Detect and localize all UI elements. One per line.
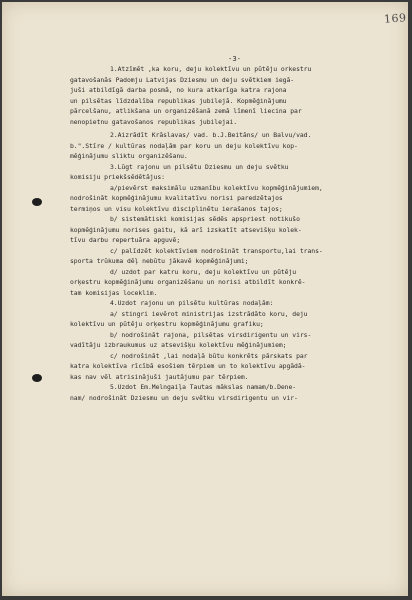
document-line: 3.Lūgt rajonu un pilsētu Dziesmu un deju svētku	[110, 162, 289, 171]
page-marker: -3-	[228, 54, 241, 63]
document-line: un pilsētas līdzdalība republikas jubilejā. Kopmēģinājumu	[70, 96, 287, 105]
document-page	[2, 2, 408, 596]
document-body	[70, 64, 392, 403]
punch-hole-icon	[32, 198, 42, 206]
document-line: 1.Atzīmēt ,ka koru, deju kolektīvu un pūtēju orkestru	[110, 65, 312, 73]
document-line: d/ uzdot par katru koru, deju kolektīvu un pūtēju	[110, 267, 297, 276]
document-line: tam komisijas loceklim.	[70, 288, 158, 297]
document-line: c/ nodrošināt ,lai nodaļā būtu konkrēts pārskats par	[110, 351, 308, 360]
document-line: a/ stingri ievērot ministrijas izstrādāto koru, deju	[110, 309, 308, 318]
document-line: nenopietnu gatavošanos republikas jubilejai.	[70, 117, 238, 126]
document-line: nam/ nodrošināt Dziesmu un deju svētku virsdirigentu un vir-	[70, 393, 298, 402]
document-line: orķestru kopmēģinājumu organizēšanu un norisi atbildīt konkrē-	[70, 278, 306, 287]
document-line: sporta trūkuma dēļ nebūtu jākavē kopmēģinājumi;	[70, 257, 249, 266]
document-line: 2.Aizrādīt Krāslavas/ vad. b.J.Beitāns/ un Balvu/vad.	[110, 131, 312, 140]
document-line: b.".Stīre / kultūras nodaļām par koru un deju kolektīvu kop-	[70, 141, 298, 150]
document-line: a/pievērst maksimālu uzmanību kolektīvu kopmēģinājumiem,	[110, 183, 323, 192]
document-line: katra kolektīva rīcībā esošiem tērpiem un to kolektīvu apgādā-	[70, 362, 306, 371]
document-line: termiņos un visu kolektīvu disciplinētu ierašanos tajos;	[70, 204, 283, 213]
document-line: kopmēģinājumu norises gaitu, kā arī izskatīt atsevišķu kolek-	[70, 225, 302, 234]
document-line: kas nav vēl atrisinājuši jautājumu par tērpiem.	[70, 372, 249, 381]
document-line: 4.Uzdot rajonu un pilsētu kultūras nodaļām:	[110, 299, 274, 308]
document-line: mēģinājumu sliktu organizēšanu.	[70, 152, 188, 161]
document-line: vadītāju izbraukumus uz atsevišķu kolektīvu mēģinājumiem;	[70, 341, 287, 350]
punch-hole-icon	[32, 374, 42, 382]
document-line: c/ palīdzēt kolektīviem nodrošināt transportu,lai trans-	[110, 246, 323, 255]
document-line: 5.Uzdot Em.Melngaiļa Tautas mākslas namam/b.Dene-	[110, 383, 297, 392]
document-line: juši atbildīgā darba posmā, no kura atkarīga katra rajona	[70, 86, 287, 94]
document-line: pārcelšanu, atlikšana un organizēšanā zemā līmenī liecina par	[70, 107, 302, 115]
document-line: komisiju priekšsēdētājus:	[70, 173, 165, 182]
page-number: 169	[383, 11, 407, 26]
document-line: nodrošināt kopmēģinājumu kvalitatīvu norisi paredzētajos	[70, 194, 283, 203]
document-line: kolektīvu un pūtēju orķestru kopmēģinājumu grafiku;	[70, 320, 264, 329]
document-line: b/ nodrošināt rajona, pilsētas virsdirigentu un virs-	[110, 330, 312, 339]
document-line: gatavošanās Padomju Latvijas Dziesmu un deju svētkiem iegā-	[70, 75, 295, 84]
document-line: b/ sistemātiski komisijas sēdēs apspriest notikušo	[110, 215, 300, 224]
document-line: tīvu darbu repertuāra apguvē;	[70, 236, 181, 245]
